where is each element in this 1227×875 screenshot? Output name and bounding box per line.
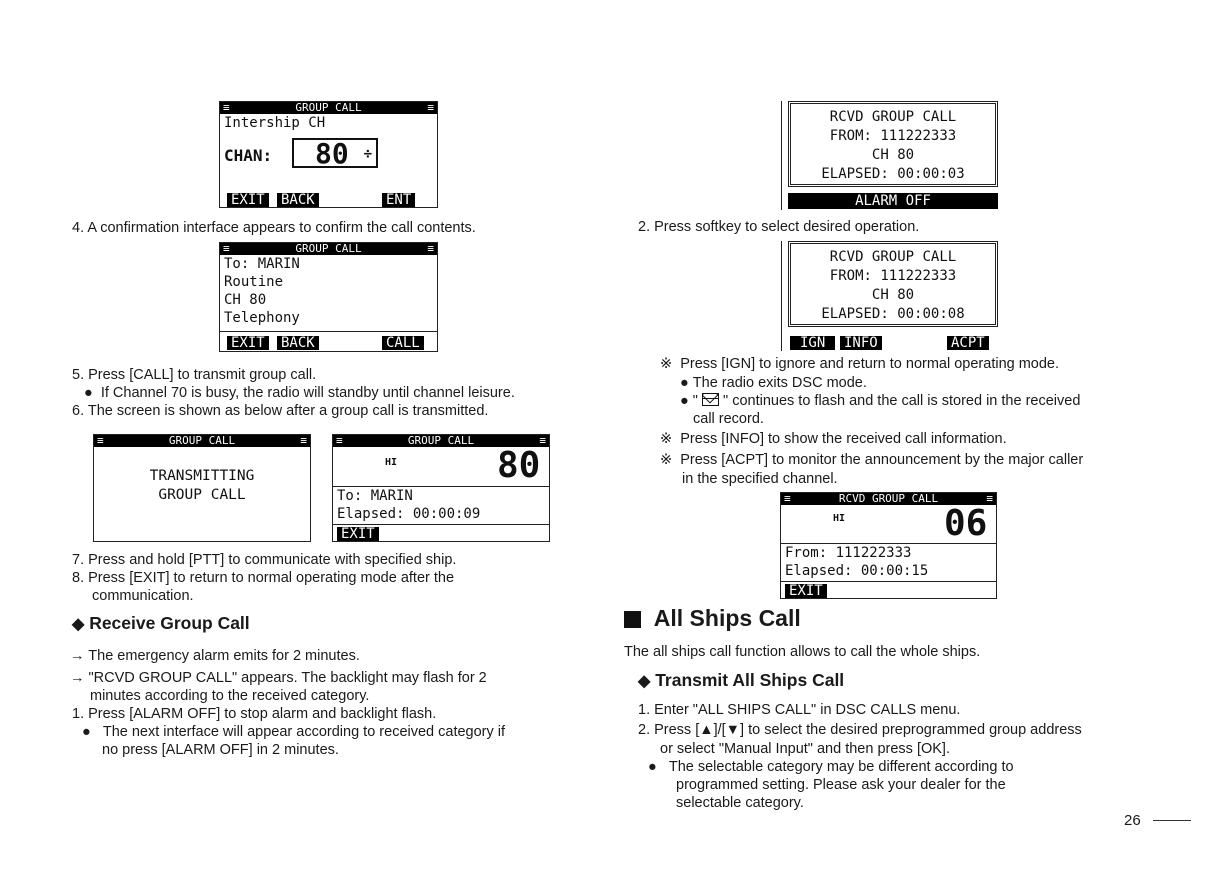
screen-group-call-confirm: ≡ GROUP CALL ≡ To: MARIN Routine CH 80 Telephony EXIT BACK CALL	[219, 242, 438, 352]
transmitting-line-1: TRANSMITTING	[149, 468, 255, 484]
receive-bullet-cont: no press [ALARM OFF] in 2 minutes.	[102, 742, 339, 758]
right-step-2: 2. Press softkey to select desired operation.	[638, 219, 920, 235]
note-acpt-cont: in the specified channel.	[682, 471, 838, 487]
screen-group-call-channel: ≡ GROUP CALL ≡ Intership CH CHAN: 80 ÷ EXIT BACK ENT	[219, 101, 438, 208]
receive-group-call-heading: ◆ Receive Group Call	[72, 613, 250, 633]
screen-line: Intership CH	[224, 115, 326, 131]
step-5: 5. Press [CALL] to transmit group call.	[72, 367, 317, 383]
note-ign-bullet-1: ● The radio exits DSC mode.	[680, 375, 867, 391]
receive-step-1: 1. Press [ALARM OFF] to stop alarm and backlight flash.	[72, 706, 437, 722]
all-ships-call-heading: All Ships Call	[624, 605, 801, 632]
chan-label: CHAN:	[224, 146, 273, 165]
screen-line: Routine	[224, 274, 284, 290]
elapsed-line: Elapsed: 00:00:15	[785, 563, 929, 579]
arrow-item-2-cont: minutes according to the received category.	[90, 688, 370, 704]
transmit-step-2: 2. Press [▲]/[▼] to select the desired preprogrammed group address	[638, 722, 1082, 738]
transmit-bullet: ● The selectable category may be different according to	[648, 759, 1014, 775]
screen-rcvd-options: RCVD GROUP CALL FROM: 111222333 CH 80 ELAPSED: 00:00:08 IGN INFO ACPT	[781, 241, 1000, 351]
transmit-step-1: 1. Enter "ALL SHIPS CALL" in DSC CALLS menu.	[638, 702, 961, 718]
note-info: ※ Press [INFO] to show the received call information.	[660, 431, 1007, 447]
screen-rcvd-accepted: ≡ RCVD GROUP CALL ≡ HI 06 From: 111222333 Elapsed: 00:00:15 EXIT	[780, 492, 997, 599]
transmitting-line-2: GROUP CALL	[158, 487, 246, 503]
note-acpt: ※ Press [ACPT] to monitor the announcement by the major caller	[660, 452, 1084, 468]
chan-value: 80 ÷	[292, 138, 378, 168]
note-ign-bullet-2: ● " " continues to flash and the call is stored in the received	[680, 392, 1080, 410]
note-ign: ※ Press [IGN] to ignore and return to normal operating mode.	[660, 356, 1060, 372]
soft-alarm-off: ALARM OFF	[788, 193, 998, 209]
page-number-rule	[1153, 820, 1191, 821]
soft-info: INFO	[840, 336, 882, 350]
soft-call: CALL	[382, 336, 424, 350]
envelope-icon	[702, 393, 719, 406]
step-8: 8. Press [EXIT] to return to normal operating mode after the	[72, 570, 455, 586]
page-number: 26	[1124, 812, 1141, 829]
power-level: HI	[833, 513, 846, 524]
arrow-item-1: → The emergency alarm emits for 2 minutes.	[70, 648, 360, 664]
soft-exit: EXIT	[227, 193, 269, 207]
arrow-item-2: → "RCVD GROUP CALL" appears. The backlight may flash for 2	[70, 670, 487, 686]
step-6: 6. The screen is shown as below after a group call is transmitted.	[72, 403, 489, 419]
screen-rcvd-alarm: RCVD GROUP CALL FROM: 111222333 CH 80 ELAPSED: 00:00:03 ALARM OFF	[781, 101, 1000, 210]
transmit-step-2-cont: or select "Manual Input" and then press [OK].	[660, 741, 950, 757]
screen-transmitting: ≡ GROUP CALL ≡ TRANSMITTING GROUP CALL	[93, 434, 311, 542]
soft-exit: EXIT	[337, 527, 379, 541]
soft-exit: EXIT	[227, 336, 269, 350]
step-4: 4. A confirmation interface appears to confirm the call contents.	[72, 220, 476, 236]
power-level: HI	[385, 457, 398, 468]
elapsed-line: Elapsed: 00:00:09	[337, 506, 481, 522]
square-bullet-icon	[624, 611, 641, 628]
receive-bullet: ● The next interface will appear according to received category if	[82, 724, 506, 740]
channel-number: 80	[497, 445, 541, 486]
all-ships-description: The all ships call function allows to call the whole ships.	[624, 644, 981, 660]
soft-acpt: ACPT	[947, 336, 989, 350]
screen-line: To: MARIN	[224, 256, 300, 272]
channel-number: 06	[944, 503, 988, 544]
screen-line: Telephony	[224, 310, 300, 326]
step-7: 7. Press and hold [PTT] to communicate with specified ship.	[72, 552, 457, 568]
step-5-bullet: ● If Channel 70 is busy, the radio will standby until channel leisure.	[84, 385, 515, 401]
transmit-bullet-cont-1: programmed setting. Please ask your dealer for the	[676, 777, 1006, 793]
screen-group-call-sent: ≡ GROUP CALL ≡ HI 80 To: MARIN Elapsed: 00:00:09 EXIT	[332, 434, 550, 542]
soft-ign: IGN	[790, 336, 835, 350]
soft-exit: EXIT	[785, 584, 827, 598]
step-8-cont: communication.	[92, 588, 194, 604]
soft-back: BACK	[277, 193, 319, 207]
screen-line: CH 80	[224, 292, 267, 308]
soft-ent: ENT	[382, 193, 415, 207]
to-line: To: MARIN	[337, 488, 413, 504]
note-ign-bullet-2-cont: call record.	[693, 411, 764, 427]
transmit-all-ships-heading: ◆ Transmit All Ships Call	[638, 670, 845, 690]
transmit-bullet-cont-2: selectable category.	[676, 795, 804, 811]
soft-back: BACK	[277, 336, 319, 350]
from-line: From: 111222333	[785, 545, 912, 561]
